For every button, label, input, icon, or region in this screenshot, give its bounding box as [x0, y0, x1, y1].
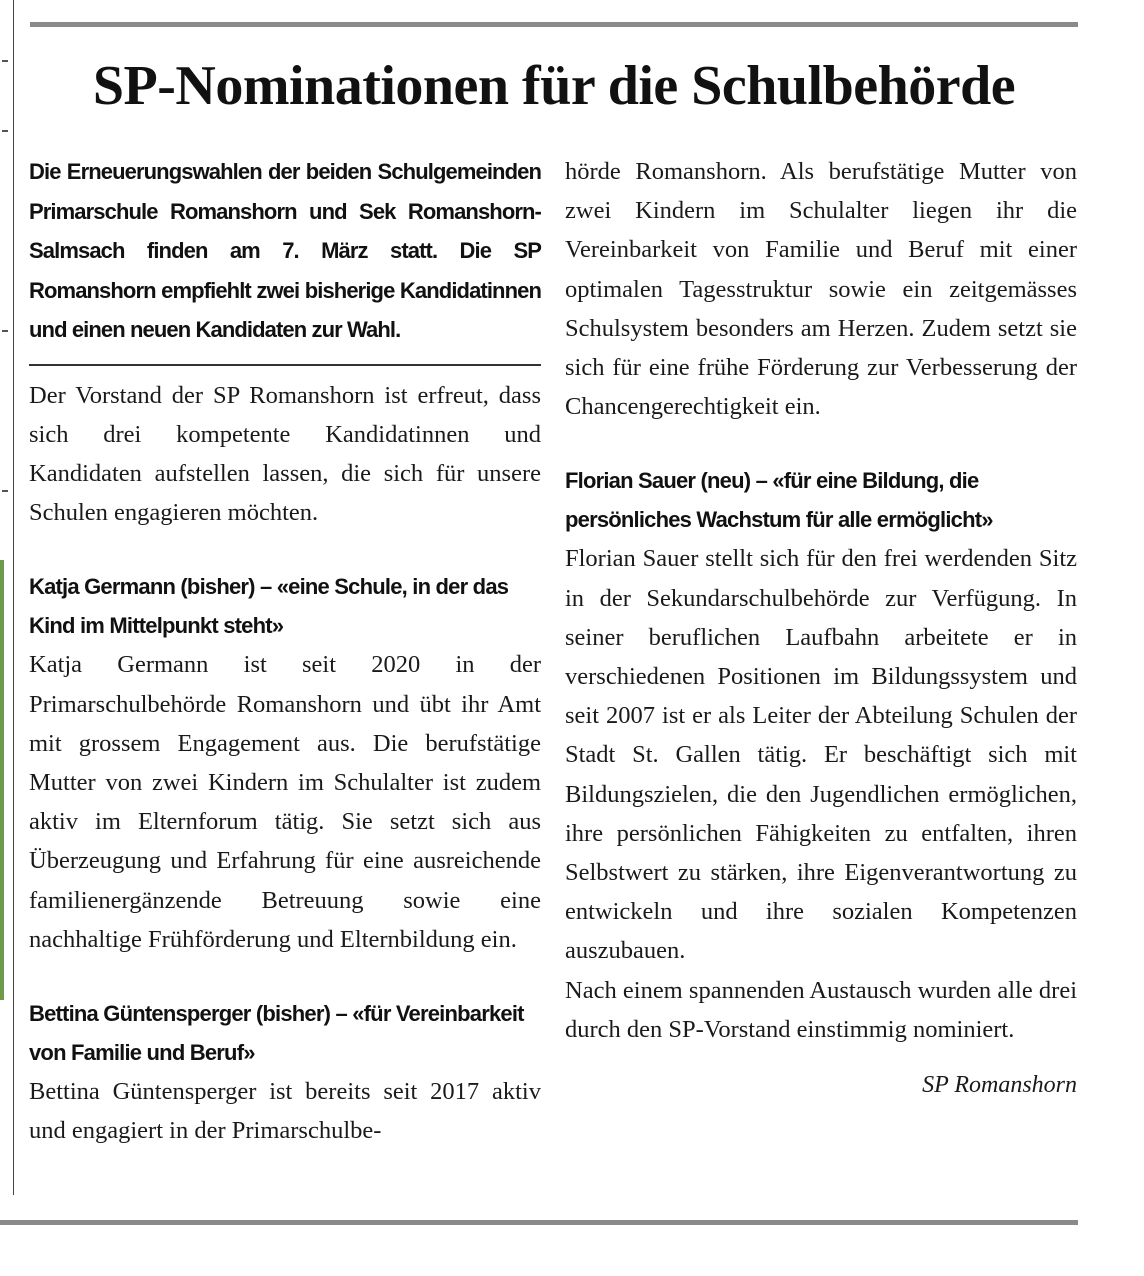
candidate-heading-guentensperger: Bettina Güntensperger (bisher) – «für Vereinbarkeit von Familie und Beruf»: [29, 1000, 524, 1065]
right-column: [565, 152, 1077, 1103]
article-title: SP-Nominationen für die Schulbehörde: [92, 55, 1016, 117]
page-edge-line: [13, 0, 14, 1195]
intro-paragraph: Der Vorstand der SP Romanshorn ist erfreut, dass sich drei kompetente Kandidatinnen und Kandidaten aufstellen lassen, die sich für unsere Schulen engagieren möchten.: [29, 381, 541, 527]
edge-tick: [2, 130, 8, 132]
candidate-text-germann: Katja Germann ist seit 2020 in der Primarschulbehörde Romanshorn und übt ihr Amt mit grossem Engagement aus. Die berufstätige Mutter von zwei Kindern im Schulalter ist zudem aktiv im Elternforum tätig. Sie setzt sich aus Überzeugung und Erfahrung für eine ausreichende familienergänzende Betreuung sowie eine nachhaltige Frühförderung und Elternbildung ein.: [29, 651, 541, 953]
candidate-heading-germann: Katja Germann (bisher) – «eine Schule, in der das Kind im Mittelpunkt steht»: [29, 574, 509, 639]
lead-divider: [29, 364, 541, 366]
candidate-text-sauer: Florian Sauer stellt sich für den frei werdenden Sitz in der Sekundarschulbehörde zur Verfügung. In seiner beruflichen Laufbahn arbeitete er in verschiedenen Positionen im Bildungssystem und seit 2007 ist er als Leiter der Abteilung Schulen der Stadt St. Gallen tätig. Er beschäftigt sich mit Bildungszielen, die den Jugendlichen ermöglichen, ihre persönlichen Fähigkeiten zu entfalten, ihren Selbstwert zu stärken, ihre Eigenverantwortung zu entwickeln und ihre sozialen Kompetenzen auszubauen.: [565, 545, 1077, 965]
candidate-heading-sauer: Florian Sauer (neu) – «für eine Bildung, die persönliches Wachstum für alle ermöglicht»: [565, 468, 993, 533]
closing-paragraph: Nach einem spannenden Austausch wurden alle drei durch den SP-Vorstand einstimmig nominiert.: [565, 976, 1077, 1043]
top-rule: [30, 22, 1078, 27]
edge-tick: [2, 330, 8, 332]
candidate-text-guentensperger-part2: hörde Romanshorn. Als berufstätige Mutter von zwei Kindern im Schulalter liegen ihr die Vereinbarkeit von Familie und Beruf mit einer optimalen Tagesstruktur sowie ein zeitgemässes Schulsystem besonders am Herzen. Zudem setzt sie sich für eine frühe Förderung zur Verbesserung der Chancengerechtigkeit ein.: [565, 158, 1077, 421]
adjacent-page-strip: [0, 560, 4, 1000]
lead-paragraph: Die Erneuerungswahlen der beiden Schulgemeinden Primarschule Romanshorn und Sek Romanshorn-Salmsach finden am 7. März statt. Die SP Romanshorn empfiehlt zwei bisherige Kandidatinnen und einen neuen Kandidaten zur Wahl.: [29, 159, 541, 342]
candidate-text-guentensperger-part1: Bettina Güntensperger ist bereits seit 2017 aktiv und engagiert in der Primarschulbe-: [29, 1077, 541, 1145]
left-column: [29, 152, 541, 1150]
edge-tick: [2, 490, 8, 492]
author-signature: SP Romanshorn: [922, 1072, 1077, 1099]
edge-tick: [2, 60, 8, 62]
bottom-rule: [0, 1220, 1078, 1225]
